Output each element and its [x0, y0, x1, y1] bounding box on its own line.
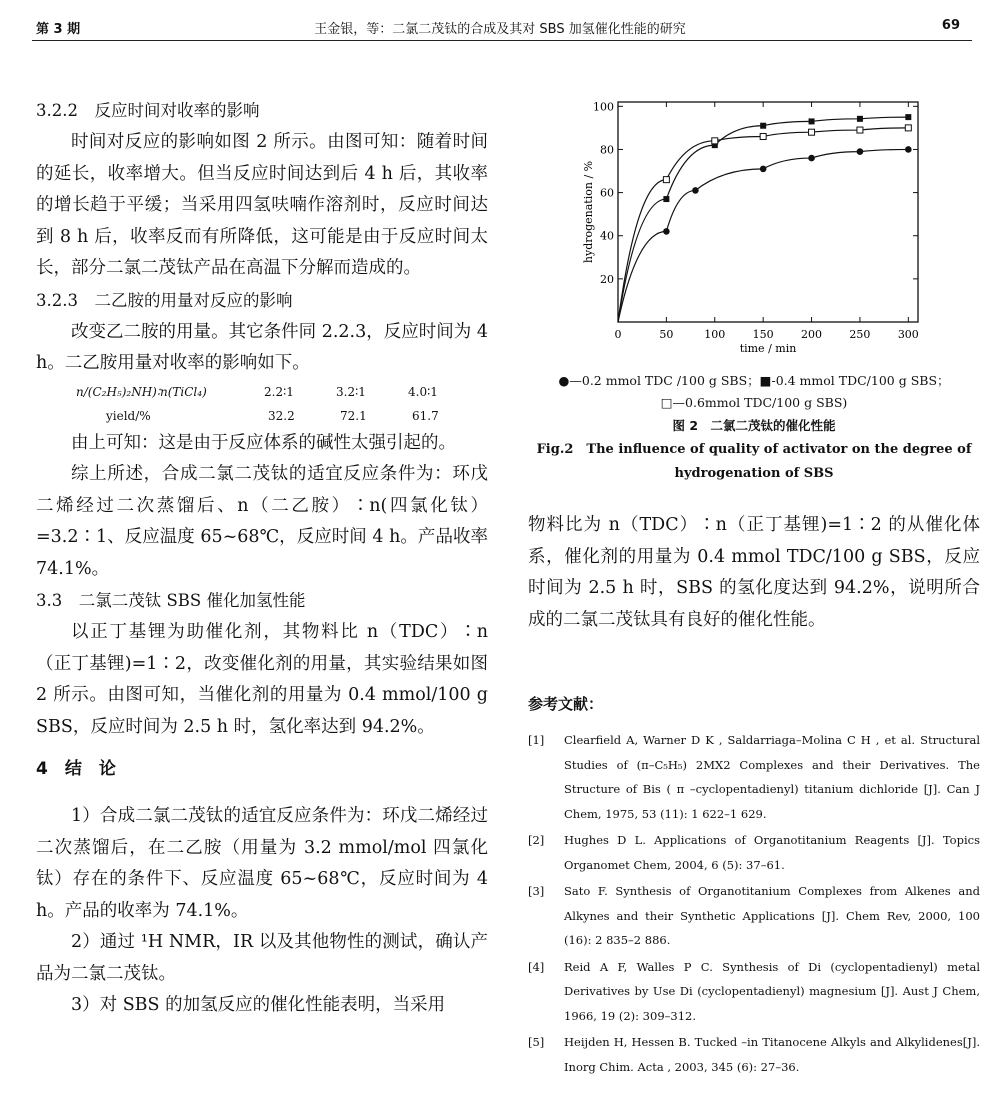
section-3-3-title: 3.3 二氯二茂钛 SBS 催化加氢性能 — [36, 591, 306, 610]
references — [528, 693, 980, 1081]
reference-item — [528, 728, 980, 826]
data-point-square — [809, 118, 815, 124]
summary-paragraph: 综上所述，合成二氯二茂钛的适宜反应条件为：环戊二烯经过二次蒸馏后、n（二乙胺）∶n(四氯化钛）=3.2∶1、反应温度 65~68℃，反应时间 4 h。产品收率 74.1%。 — [36, 464, 488, 579]
figure-caption-cn: 图 2 二氯二茂钛的催化性能 — [672, 418, 836, 433]
data-point-square — [663, 196, 669, 202]
section-3-2-2-text: 时间对反应的影响如图 2 所示。由图可知：随着时间的延长，收率增大。但当反应时间达到后 4 h 后，其收率的增长趋于平缓；当采用四氢呋喃作溶剂时，反应时间达到 8 h 后，收率反而有所降低，这可能是由于反应时间太长，部分二氯二茂钛产品在高温下分解而造成的。 — [36, 132, 488, 278]
series-line — [618, 117, 908, 322]
figure-caption-en: Fig.2 The influence of quality of activator on the degree of hydrogenation of SBS — [536, 442, 972, 481]
data-point-open-square — [905, 125, 911, 131]
y-tick-label: 80 — [600, 143, 614, 157]
reference-item — [528, 955, 980, 1029]
legend-line-2: □—0.6mmol TDC/100 g SBS) — [660, 395, 848, 410]
y-tick-label: 40 — [600, 229, 614, 243]
running-header — [0, 14, 1000, 40]
hydrogenation-chart — [528, 92, 980, 367]
data-point-open-square — [712, 138, 718, 144]
section-3-2-2-title: 3.2.2 反应时间对收率的影响 — [36, 101, 260, 120]
table-cell: 61.7 — [412, 408, 439, 423]
table-cell: 2.2∶1 — [264, 384, 294, 399]
x-tick-label: 50 — [659, 328, 674, 341]
reference-number: [2] — [528, 833, 545, 847]
section-4-title: 4 结 论 — [36, 759, 116, 779]
x-tick-label: 300 — [897, 328, 919, 341]
reference-number: [4] — [528, 959, 545, 974]
series-line — [618, 149, 908, 322]
table-cell: 3.2∶1 — [336, 384, 366, 399]
page-number: 69 — [941, 18, 960, 33]
issue-label: 第 3 期 — [36, 22, 81, 37]
y-tick-label: 20 — [600, 272, 614, 286]
reference-number: [3] — [528, 884, 545, 898]
reference-item — [528, 828, 980, 877]
data-point-square — [760, 123, 766, 129]
conclusion-3: 3）对 SBS 的加氢反应的催化性能表明，当采用 — [71, 995, 446, 1015]
data-point-open-square — [760, 134, 766, 140]
x-tick-label: 0 — [614, 328, 622, 341]
section-3-3-text: 以正丁基锂为助催化剂，其物料比 n（TDC）∶n（正丁基锂)=1∶2，改变催化剂的用量，其实验结果如图 2 所示。由图可知，当催化剂的用量为 0.4 mmol/100 g SBS，反应时间为 2.5 h 时，氢化率达到 94.2%。 — [36, 622, 488, 737]
reference-item — [528, 1030, 980, 1079]
x-tick-label: 200 — [801, 328, 823, 341]
data-point-circle — [857, 148, 864, 155]
header-rule — [32, 40, 972, 41]
data-point-open-square — [809, 129, 815, 135]
data-point-circle — [663, 228, 670, 235]
reference-text: Heijden H, Hessen B. Tucked –in Titanocene Alkyls and Alkylidenes[J]. Inorg Chim. Acta , 2003, 345 (6): 27–36. — [564, 1035, 980, 1074]
x-axis-label: time / min — [739, 342, 797, 355]
data-point-open-square — [663, 177, 669, 183]
reference-item — [528, 879, 980, 953]
reference-text: Clearfield A, Warner D K , Saldarriaga–Molina C H , et al. Structural Studies of (π–C₅H₅) 2MX2 Complexes and their Derivatives. The Structure of Bis ( π –cyclopentadienyl) titanium dichloride [J]. Can J Chem, 1975, 53 (11): 1 622–1 629. — [564, 733, 980, 821]
y-tick-label: 60 — [600, 186, 614, 200]
reference-text: Sato F. Synthesis of Organotitanium Complexes from Alkenes and Alkynes and their Synthetic Applications [J]. Chem Rev, 2000, 100 (16): 2 835–2 886. — [564, 884, 980, 947]
table-cell: 4.0∶1 — [408, 384, 438, 399]
reference-number: [1] — [528, 733, 545, 747]
table-conclusion: 由上可知：这是由于反应体系的碱性太强引起的。 — [71, 432, 456, 453]
section-3-2-3-title: 3.2.3 二乙胺的用量对反应的影响 — [36, 290, 293, 310]
right-paragraph: 物料比为 n（TDC）∶n（正丁基锂)=1∶2 的从催化体系，催化剂的用量为 0.4 mmol TDC/100 g SBS，反应时间为 2.5 h 时，SBS 的氢化度达到 94.2%，说明所合成的二氯二茂钛具有良好的催化性能。 — [528, 515, 980, 630]
table-row1-label: n/(C₂H₅)₂NH)∶n(TiCl₄) — [76, 384, 207, 399]
y-tick-label: 100 — [593, 100, 614, 114]
reference-number: [5] — [528, 1035, 545, 1049]
reference-text: Reid A F, Walles P C. Synthesis of Di (cyclopentadienyl) metal Derivatives by Use Di (cyclopentadienyl) magnesium [J]. Aust J Chem, 1966, 19 (2): 309–312. — [564, 959, 980, 1023]
data-point-circle — [808, 155, 815, 162]
table-row2-label: yield/% — [106, 408, 151, 423]
x-tick-label: 250 — [849, 328, 871, 341]
figure-legend — [528, 370, 980, 486]
conclusion-1: 1）合成二氯二茂钛的适宜反应条件为：环戊二烯经过二次蒸馏后，在二乙胺（用量为 3.2 mmol/mol 四氯化钛）存在的条件下、反应温度 65~68℃，反应时间为 4 h。产品的收率为 74.1%。 — [36, 806, 488, 921]
series-line — [618, 128, 908, 322]
conclusion-2: 2）通过 ¹H NMR，IR 以及其他物性的测试，确认产品为二氯二茂钛。 — [36, 932, 488, 984]
data-point-circle — [760, 166, 767, 173]
data-point-square — [905, 114, 911, 120]
y-axis-label: hydrogenation / % — [582, 160, 595, 264]
x-tick-label: 100 — [704, 328, 726, 341]
data-point-circle — [905, 146, 912, 153]
right-column — [528, 510, 980, 636]
table-cell: 32.2 — [268, 408, 295, 423]
section-3-2-3-text: 改变乙二胺的用量。其它条件同 2.2.3，反应时间为 4 h。二乙胺用量对收率的影响如下。 — [36, 321, 488, 373]
references-title: 参考文献： — [528, 695, 604, 713]
data-point-square — [857, 116, 863, 122]
x-tick-label: 150 — [752, 328, 774, 341]
running-title: 王金银，等：二氯二茂钛的合成及其对 SBS 加氢催化性能的研究 — [314, 22, 686, 37]
amine-ratio-table — [36, 380, 488, 428]
left-column — [36, 95, 488, 1022]
legend-line-1: ●—0.2 mmol TDC /100 g SBS；■-0.4 mmol TDC/100 g SBS； — [558, 373, 950, 388]
data-point-open-square — [857, 127, 863, 133]
table-cell: 72.1 — [340, 408, 367, 423]
data-point-circle — [692, 187, 699, 194]
reference-text: Hughes D L. Applications of Organotitanium Reagents [J]. Topics Organomet Chem, 2004, 6 (5): 37–61. — [564, 833, 980, 872]
